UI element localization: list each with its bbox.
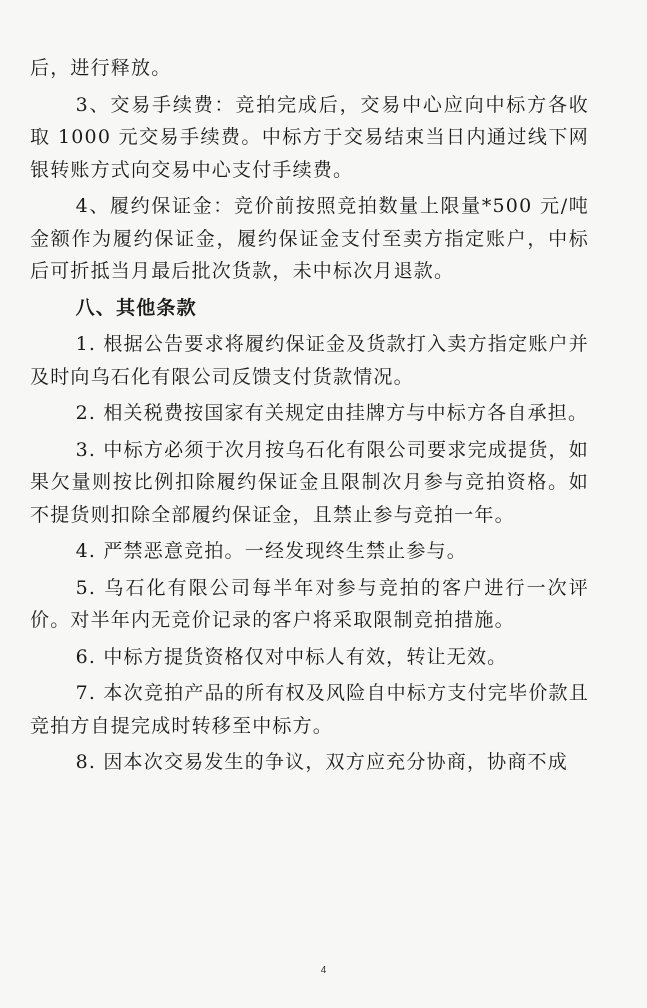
body-paragraph: 5. 乌石化有限公司每半年对参与竞拍的客户进行一次评价。对半年内无竞价记录的客户将采取限制竞拍措施。 <box>30 576 589 631</box>
body-paragraph: 后，进行释放。 <box>30 57 172 79</box>
body-paragraph: 6. 中标方提货资格仅对中标人有效，转让无效。 <box>75 645 508 668</box>
body-paragraph: 8. 因本次交易发生的争议，双方应充分协商，协商不成 <box>75 751 568 773</box>
body-paragraph: 4、履约保证金：竞价前按照竞拍数量上限量*500 元/吨金额作为履约保证金，履约保证金支付至卖方指定账户，中标后可折抵当月最后批次货款，未中标次月退款。 <box>30 195 589 282</box>
body-paragraph: 3、交易手续费：竞拍完成后，交易中心应向中标方各收取 1000 元交易手续费。中标方于交易结束当日内通过线下网银转账方式向交易中心支付手续费。 <box>30 93 589 181</box>
body-paragraph: 1. 根据公告要求将履约保证金及货款打入卖方指定账户并及时向乌石化有限公司反馈支付货款情况。 <box>30 333 589 388</box>
body-paragraph: 4. 严禁恶意竞拍。一经发现终生禁止参与。 <box>75 540 467 562</box>
body-paragraph: 3. 中标方必须于次月按乌石化有限公司要求完成提货，如果欠量则按比例扣除履约保证金且限制次月参与竞拍资格。如不提货则扣除全部履约保证金，且禁止参与竞拍一年。 <box>30 438 589 526</box>
body-paragraph: 2. 相关税费按国家有关规定由挂牌方与中标方各自承担。 <box>75 402 589 424</box>
document-body <box>30 52 589 779</box>
page-number: 4 <box>320 965 327 976</box>
section-heading: 八、其他条款 <box>75 296 197 319</box>
body-paragraph: 7. 本次竞拍产品的所有权及风险自中标方支付完毕价款且竞拍方自提完成时转移至中标方。 <box>30 682 589 737</box>
